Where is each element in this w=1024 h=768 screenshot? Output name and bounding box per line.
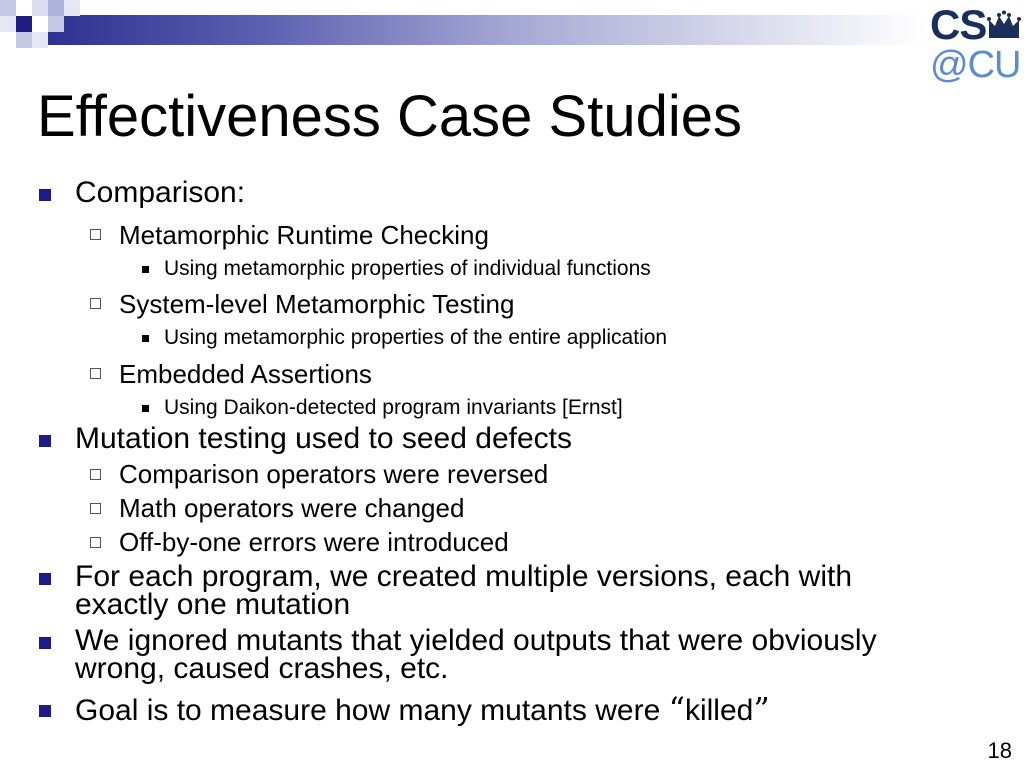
- logo-cs-text: CS: [930, 1, 987, 48]
- bullet-hollow-square-icon: [90, 368, 101, 379]
- bullet-hollow-square-icon: [90, 503, 101, 514]
- sub-sub-bullet-item: Using Daikon-detected program invariants [Ernst]: [164, 396, 623, 419]
- bullet-item-text: Goal is to measure how many mutants were: [75, 694, 669, 727]
- sub-bullet-item: Math operators were changed: [119, 493, 465, 523]
- bullet-item: [75, 624, 877, 685]
- bullet-small-square-icon: [142, 266, 149, 273]
- close-quote: ”: [753, 690, 770, 728]
- bullet-hollow-square-icon: [90, 537, 101, 548]
- bullet-item: [75, 690, 770, 728]
- bullet-item-line: wrong, caused crashes, etc.: [75, 652, 449, 685]
- sub-bullet-item: System-level Metamorphic Testing: [119, 289, 515, 319]
- bullet-item-line: For each program, we created multiple versions, each with: [75, 560, 853, 593]
- bullet-item: [75, 560, 853, 621]
- sub-sub-bullet-item: Using metamorphic properties of individual functions: [164, 257, 651, 280]
- sub-bullet-item: Metamorphic Runtime Checking: [119, 220, 489, 250]
- bullet-square-icon: [39, 637, 51, 649]
- bullet-square-icon: [39, 573, 51, 585]
- bullet-small-square-icon: [142, 405, 149, 412]
- open-quote: “: [668, 690, 685, 728]
- page-number: 18: [987, 738, 1012, 763]
- logo-cu-text: @CU: [930, 44, 1021, 86]
- bullet-square-icon: [39, 189, 51, 201]
- bullet-item-line: exactly one mutation: [75, 588, 351, 621]
- sub-bullet-item: Comparison operators were reversed: [119, 459, 549, 489]
- bullet-hollow-square-icon: [90, 229, 101, 240]
- sub-bullet-item: Embedded Assertions: [119, 359, 372, 389]
- bullet-small-square-icon: [142, 335, 149, 342]
- bullet-square-icon: [39, 705, 51, 717]
- bullet-hollow-square-icon: [90, 469, 101, 480]
- bullet-item: Comparison:: [75, 176, 246, 209]
- quoted-word: killed: [684, 694, 754, 727]
- bullet-hollow-square-icon: [90, 298, 101, 309]
- slide-title: Effectiveness Case Studies: [37, 84, 742, 149]
- sub-bullet-item: Off-by-one errors were introduced: [119, 527, 509, 557]
- bullet-item: Mutation testing used to seed defects: [75, 422, 572, 455]
- sub-sub-bullet-item: Using metamorphic properties of the entire application: [164, 326, 668, 349]
- bullet-item-line: We ignored mutants that yielded outputs that were obviously: [75, 624, 877, 657]
- bullet-square-icon: [39, 435, 51, 447]
